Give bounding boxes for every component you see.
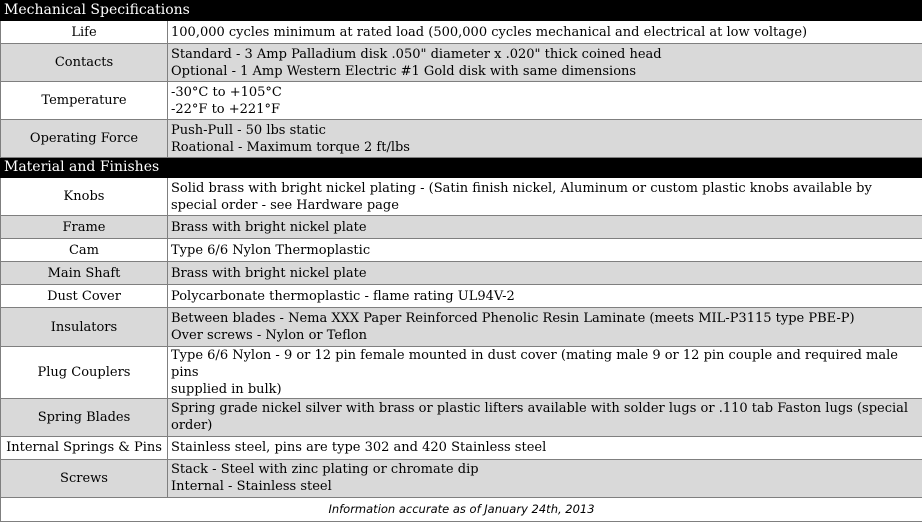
spec-value-line: supplied in bulk) [171, 381, 282, 397]
section-title: Material and Finishes [1, 158, 922, 178]
spec-value-line: -22°F to +221°F [171, 101, 280, 117]
spec-row-life [1, 21, 922, 44]
spec-value-line: Push-Pull - 50 lbs static [171, 122, 326, 138]
spec-label: Knobs [1, 178, 168, 216]
spec-value-line: Type 6/6 Nylon Thermoplastic [171, 242, 371, 258]
spec-value [168, 346, 922, 398]
spec-value [168, 239, 922, 262]
section-header-mechanical-specifications [1, 1, 922, 21]
spec-value-line: Over screws - Nylon or Teflon [171, 328, 367, 343]
spec-label: Screws [1, 459, 168, 497]
specifications-body [1, 1, 922, 522]
spec-label: Internal Springs & Pins [1, 436, 168, 459]
spec-row-insulators [1, 308, 922, 346]
spec-row-frame [1, 216, 922, 239]
spec-value [168, 44, 922, 82]
spec-value [168, 308, 922, 346]
spec-row-operating-force [1, 120, 922, 158]
spec-value-line: Solid brass with bright nickel plating - (Satin finish nickel, Aluminum or custom plastic knobs available by [171, 180, 872, 196]
spec-value-line: Brass with bright nickel plate [171, 265, 367, 281]
spec-row-knobs [1, 178, 922, 216]
spec-row-main-shaft [1, 262, 922, 285]
spec-value [168, 21, 922, 44]
spec-value [168, 459, 922, 497]
spec-row-cam [1, 239, 922, 262]
spec-value-line: Stack - Steel with zinc plating or chromate dip [171, 462, 479, 478]
spec-value-line: Type 6/6 Nylon - 9 or 12 pin female mounted in dust cover (mating male 9 or 12 pin couple and required male pins [171, 347, 898, 380]
spec-row-contacts [1, 44, 922, 82]
spec-row-screws [1, 459, 922, 497]
spec-value-line: Brass with bright nickel plate [171, 219, 367, 235]
spec-row-spring-blades [1, 398, 922, 436]
spec-row-internal-springs-and-pins [1, 436, 922, 459]
spec-value [168, 262, 922, 285]
spec-value-line: -30°C to +105°C [171, 84, 282, 100]
spec-label: Dust Cover [1, 285, 168, 308]
spec-value-line: order) [171, 418, 213, 434]
spec-label: Spring Blades [1, 398, 168, 436]
spec-value-line: special order - see Hardware page [171, 197, 399, 213]
spec-value-line: Standard - 3 Amp Palladium disk .050" diameter x .020" thick coined head [171, 46, 662, 62]
spec-value [168, 285, 922, 308]
spec-value-line: Optional - 1 Amp Western Electric #1 Gold disk with same dimensions [171, 63, 637, 79]
spec-label: Cam [1, 239, 168, 262]
section-header-material-and-finishes [1, 158, 922, 178]
spec-row-temperature [1, 82, 922, 120]
footer-note: Information accurate as of January 24th, 2013 [1, 497, 922, 521]
spec-label: Operating Force [1, 120, 168, 158]
spec-value [168, 178, 922, 216]
spec-row-dust-cover [1, 285, 922, 308]
spec-value [168, 436, 922, 459]
spec-value [168, 216, 922, 239]
spec-label: Plug Couplers [1, 346, 168, 398]
spec-row-plug-couplers [1, 346, 922, 398]
spec-value-line: Polycarbonate thermoplastic - flame rating UL94V-2 [171, 288, 515, 304]
spec-value [168, 120, 922, 158]
spec-value-line: Between blades - Nema XXX Paper Reinforced Phenolic Resin Laminate (meets MIL-P3115 type PBE-P) [171, 311, 855, 326]
spec-label: Contacts [1, 44, 168, 82]
spec-label: Temperature [1, 82, 168, 120]
spec-label: Frame [1, 216, 168, 239]
spec-value [168, 398, 922, 436]
spec-value-line: Stainless steel, pins are type 302 and 420 Stainless steel [171, 440, 547, 456]
spec-value [168, 82, 922, 120]
spec-value-line: 100,000 cycles minimum at rated load (500,000 cycles mechanical and electrical at low voltage) [171, 24, 808, 40]
spec-value-line: Internal - Stainless steel [171, 479, 332, 495]
spec-label: Life [1, 21, 168, 44]
spec-label: Insulators [1, 308, 168, 346]
footer-row [1, 497, 922, 521]
spec-value-line: Spring grade nickel silver with brass or plastic lifters available with solder lugs or .110 tab Faston lugs (special [171, 401, 909, 417]
spec-label: Main Shaft [1, 262, 168, 285]
section-title: Mechanical Specifications [1, 1, 922, 21]
spec-value-line: Roational - Maximum torque 2 ft/lbs [171, 139, 410, 155]
